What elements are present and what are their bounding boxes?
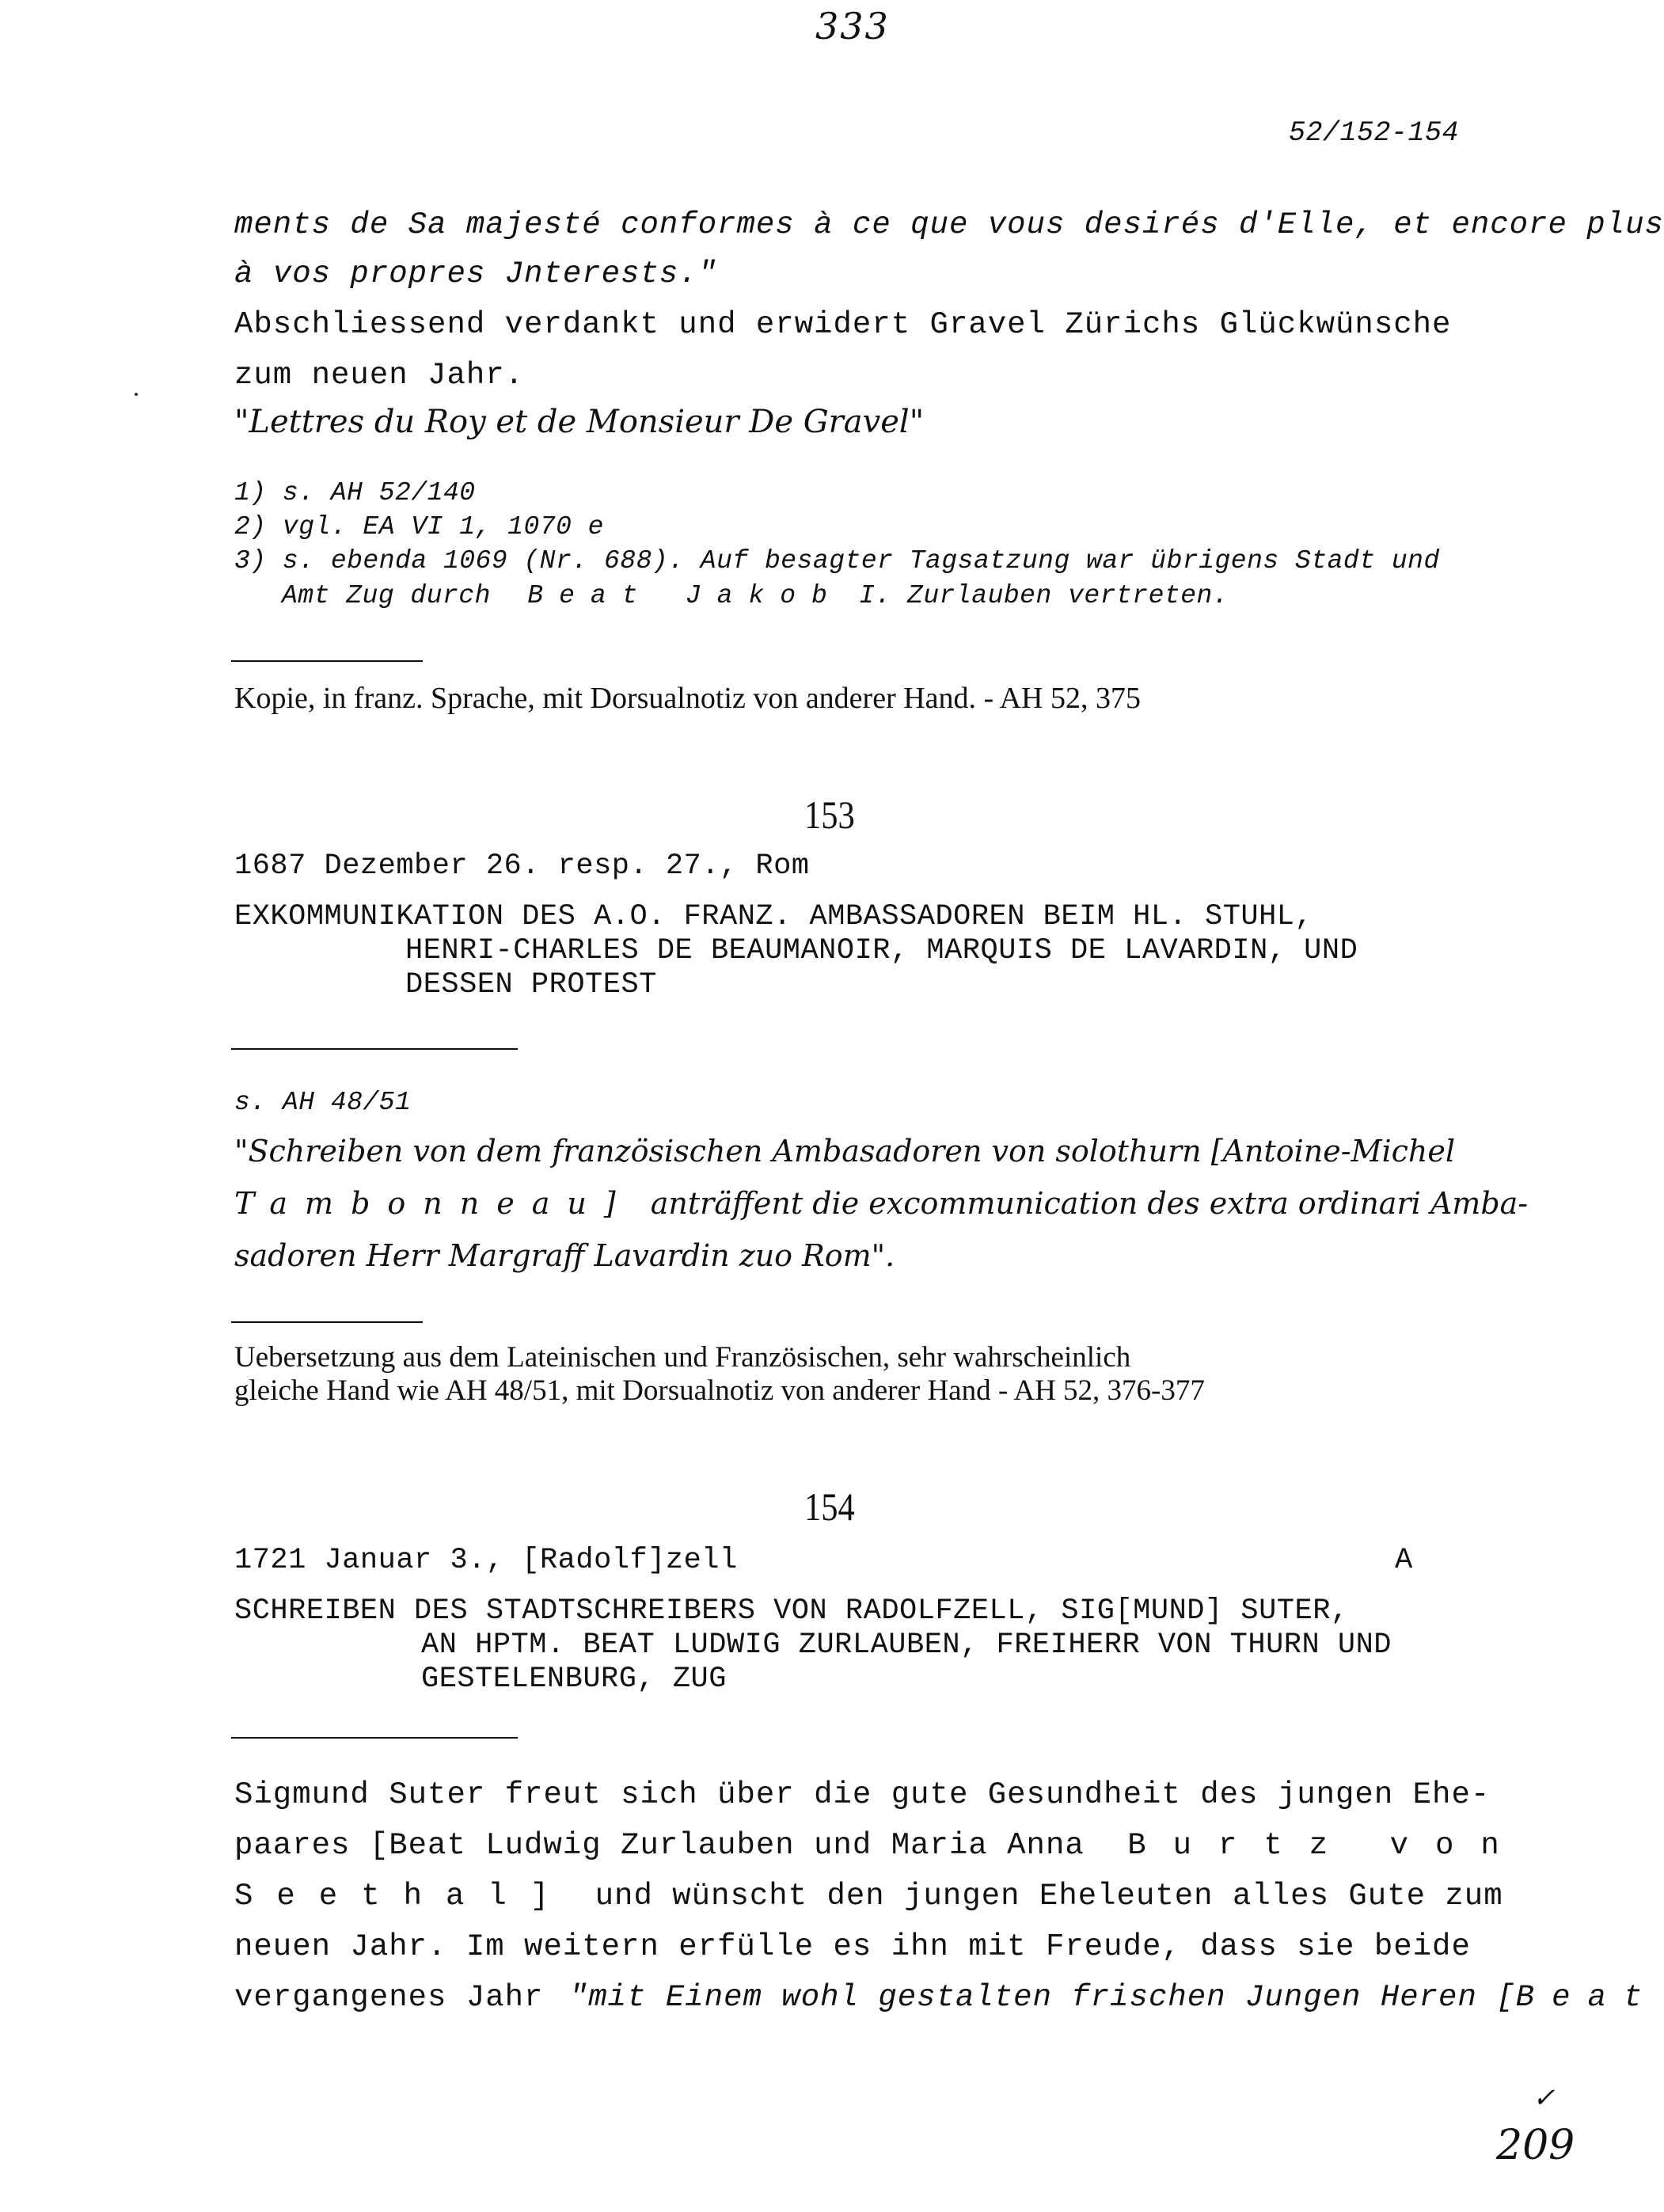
document-type: A [1395,1544,1413,1577]
document-title: HENRI-CHARLES DE BEAUMANOIR, MARQUIS DE LAVARDIN, UND [405,934,1358,967]
spaced-name: von [1389,1828,1526,1863]
margin-mark [135,393,138,396]
archive-signature: 52/152-154 [1289,117,1460,149]
separator-rule [231,1737,518,1739]
spaced-name: Seethal] [234,1879,573,1914]
document-number: 153 [804,792,855,837]
quote-line: ments de Sa majesté conformes à ce que vous desirés d'Elle, et encore plus [234,207,1664,242]
summary-text: vergangenes Jahr [234,1980,544,2015]
document-title: EXKOMMUNIKATION DES A.O. FRANZ. AMBASSADOREN BEIM HL. STUHL, [234,900,1313,933]
spaced-name: Burtz [1127,1828,1355,1863]
summary-line: zum neuen Jahr. [234,358,525,393]
document-title: DESSEN PROTEST [405,968,657,1001]
source-note: Uebersetzung aus dem Lateinischen und Französischen, sehr wahrscheinlich [234,1341,1131,1374]
summary-line [234,1879,1503,1914]
spaced-name: Jakob [685,581,843,610]
footnote [282,581,1229,610]
document-number: 154 [804,1484,855,1529]
quote-text: "mit Einem wohl gestalten frischen Jungen Heren [ [568,1980,1516,2015]
summary-text: und wünscht den jungen Eheleuten alles Gute zum [595,1879,1503,1914]
document-title: GESTELENBURG, ZUG [421,1663,727,1696]
dorsal-note-quote: "Lettres du Roy et de Monsieur De Gravel" [234,404,925,440]
document-date: 1687 Dezember 26. resp. 27., Rom [234,849,810,883]
summary-line: neuen Jahr. Im weitern erfülle es ihn mit Freude, dass sie beide [234,1929,1471,1964]
handwritten-folio-number: 209 [1496,2122,1575,2169]
separator-rule [231,1321,423,1323]
footnote: 3) s. ebenda 1069 (Nr. 688). Auf besagter Tagsatzung war übrigens Stadt und [234,546,1440,576]
source-note: gleiche Hand wie AH 48/51, mit Dorsualnotiz von anderer Hand - AH 52, 376-377 [234,1374,1205,1407]
check-mark: ✓ [1533,2082,1556,2114]
dorsal-note-quote: sadoren Herr Margraff Lavardin zuo Rom". [234,1238,895,1273]
quote-text: anträffent die excommunication des extra ordinari Amba- [650,1186,1529,1221]
reference-note: s. AH 48/51 [234,1088,412,1117]
document-title: SCHREIBEN DES STADTSCHREIBERS VON RADOLFZELL, SIG[MUND] SUTER, [234,1594,1349,1628]
separator-rule [231,660,423,662]
footnote-text: I. Zurlauben vertreten. [859,581,1229,610]
document-title: AN HPTM. BEAT LUDWIG ZURLAUBEN, FREIHERR VON THURN UND [421,1629,1392,1662]
separator-rule [231,1048,518,1050]
dorsal-note-quote: "Schreiben von dem französischen Ambasadoren von solothurn [Antoine-Michel [234,1134,1456,1169]
dorsal-note-quote [234,1186,1528,1221]
spaced-name: Tambonneau] [234,1186,633,1221]
quote-line: à vos propres Jnterests." [234,257,718,291]
spaced-name: Beat [527,581,654,610]
handwritten-page-number: 333 [815,5,890,48]
summary-line: Abschliessend verdankt und erwidert Gravel Zürichs Glückwünsche [234,307,1452,342]
footnote: 2) vgl. EA VI 1, 1070 e [234,512,604,542]
document-date: 1721 Januar 3., [Radolf]zell [234,1544,738,1577]
summary-line [234,1980,1659,2015]
summary-text: paares [Beat Ludwig Zurlauben und Maria Anna [234,1828,1085,1863]
footnote-text: Amt Zug durch [282,581,491,610]
summary-line: Sigmund Suter freut sich über die gute Gesundheit des jungen Ehe- [234,1777,1491,1812]
summary-line [234,1828,1526,1863]
footnote: 1) s. AH 52/140 [234,478,476,507]
spaced-name: Beat [1515,1980,1660,2015]
source-note: Kopie, in franz. Sprache, mit Dorsualnotiz von anderer Hand. - AH 52, 375 [234,682,1141,715]
